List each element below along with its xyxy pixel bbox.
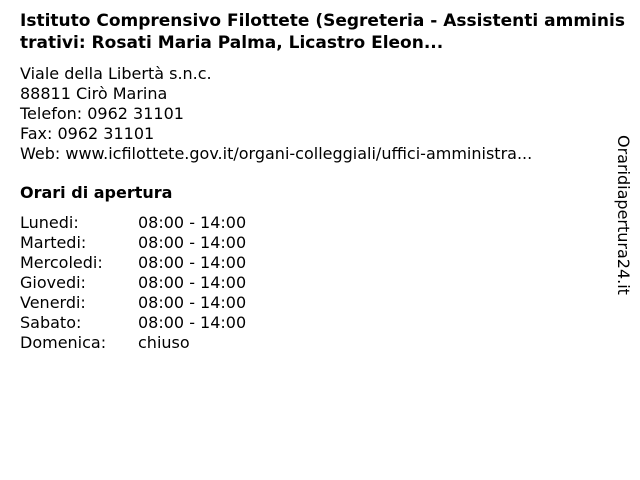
day-label: Martedi: [20, 233, 87, 252]
day-label: Sabato: [20, 313, 82, 332]
phone-number: Telefon: 0962 31101 [20, 104, 184, 123]
address-block [20, 64, 532, 164]
opening-hours-heading: Orari di apertura [20, 183, 173, 202]
fax-number: Fax: 0962 31101 [20, 124, 155, 143]
hours-row-wednesday [20, 253, 280, 273]
hours-row-saturday [20, 313, 280, 333]
time-value: 08:00 - 14:00 [138, 273, 247, 292]
time-value: 08:00 - 14:00 [138, 213, 247, 232]
hours-row-sunday [20, 333, 280, 353]
page-title: Istituto Comprensivo Filottete (Segreteria - Assistenti amministrativi: Rosati Maria Palma, Licastro Eleon... [20, 11, 625, 53]
site-watermark: Oraridiapertura24.it [614, 135, 633, 295]
opening-hours-table [20, 213, 280, 353]
day-label: Domenica: [20, 333, 107, 352]
day-label: Venerdi: [20, 293, 86, 312]
hours-row-friday [20, 293, 280, 313]
time-value: 08:00 - 14:00 [138, 233, 247, 252]
time-value: chiuso [138, 333, 190, 352]
day-label: Giovedi: [20, 273, 86, 292]
hours-row-tuesday [20, 233, 280, 253]
day-label: Mercoledi: [20, 253, 103, 272]
website-link[interactable]: Web: www.icfilottete.gov.it/organi-colleggiali/uffici-amministra... [20, 144, 533, 163]
time-value: 08:00 - 14:00 [138, 313, 247, 332]
day-label: Lunedi: [20, 213, 79, 232]
city: 88811 Cirò Marina [20, 84, 168, 103]
street-address: Viale della Libertà s.n.c. [20, 64, 212, 83]
time-value: 08:00 - 14:00 [138, 293, 247, 312]
hours-row-monday [20, 213, 280, 233]
hours-row-thursday [20, 273, 280, 293]
time-value: 08:00 - 14:00 [138, 253, 247, 272]
